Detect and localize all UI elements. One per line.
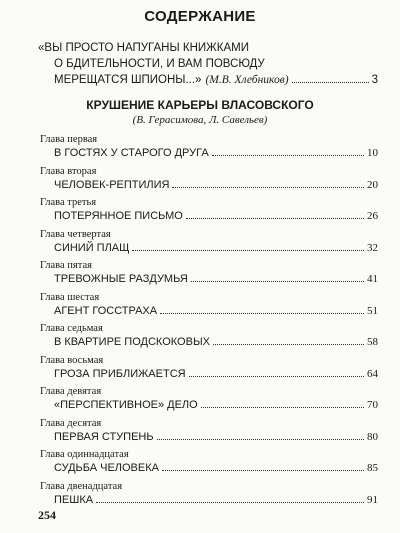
- dot-leader: [292, 82, 369, 83]
- chapter-row: [40, 493, 378, 508]
- chapter-title: ЧЕЛОВЕК-РЕПТИЛИЯ: [54, 178, 170, 191]
- intro-line-3: [38, 72, 378, 88]
- toc-entry: [40, 165, 378, 197]
- chapter-page-number: 58: [367, 336, 378, 348]
- intro-line-2: О БДИТЕЛЬНОСТИ, И ВАМ ПОВСЮДУ: [54, 58, 265, 70]
- chapter-label: Глава первая: [40, 134, 98, 145]
- chapter-row: [40, 209, 378, 224]
- chapter-label: Глава третья: [40, 197, 97, 208]
- chapter-row: [40, 272, 378, 287]
- intro-page-number: 3: [371, 74, 378, 86]
- dot-leader: [160, 313, 364, 314]
- chapter-page-number: 10: [367, 147, 378, 159]
- chapter-title: АГЕНТ ГОССТРАХА: [54, 304, 158, 317]
- intro-author: (М.В. Хлебников): [205, 74, 289, 86]
- chapter-title: ПОТЕРЯННОЕ ПИСЬМО: [54, 210, 183, 222]
- chapter-label: Глава шестая: [40, 291, 100, 303]
- dot-leader: [132, 250, 364, 251]
- intro-line-3-text: МЕРЕЩАТСЯ ШПИОНЫ...»: [54, 74, 202, 86]
- dot-leader: [162, 470, 364, 471]
- chapter-label: Глава десятая: [40, 417, 102, 429]
- chapter-title: В КВАРТИРЕ ПОДСКОКОВЫХ: [54, 336, 211, 348]
- toc-entry: [40, 133, 378, 165]
- toc-entry: [40, 196, 378, 228]
- dot-leader: [212, 155, 364, 156]
- chapter-title: ТРЕВОЖНЫЕ РАЗДУМЬЯ: [54, 273, 188, 285]
- chapter-row: [40, 178, 378, 193]
- chapter-row: [40, 367, 378, 382]
- chapter-label: Глава пятая: [40, 260, 92, 271]
- dot-leader: [213, 344, 364, 345]
- chapter-label: Глава одиннадцатая: [40, 449, 129, 460]
- intro-line-1: «ВЫ ПРОСТО НАПУГАНЫ КНИЖКАМИ: [38, 42, 249, 54]
- dot-leader: [191, 281, 364, 282]
- chapter-title: ПЕРВАЯ СТУПЕНЬ: [54, 430, 154, 443]
- chapter-label: Глава вторая: [40, 165, 97, 177]
- chapter-label: Глава четвертая: [40, 228, 111, 240]
- dot-leader: [96, 502, 364, 503]
- chapter-page-number: 91: [367, 493, 378, 506]
- toc-entry: [40, 417, 378, 449]
- toc-entry: [40, 385, 378, 417]
- chapter-title: «ПЕРСПЕКТИВНОЕ» ДЕЛО: [54, 399, 198, 411]
- chapter-title: ПЕШКА: [54, 493, 94, 506]
- chapter-page-number: 85: [367, 462, 378, 474]
- chapter-label: Глава седьмая: [40, 323, 103, 334]
- chapter-row: [40, 461, 378, 476]
- toc-entry: [40, 448, 378, 480]
- chapter-title: СИНИЙ ПЛАЩ: [54, 241, 130, 254]
- part-authors: (В. Герасимова, Л. Савельев): [132, 114, 268, 126]
- chapter-title: СУДЬБА ЧЕЛОВЕКА: [54, 462, 159, 474]
- chapter-row: [40, 146, 378, 161]
- toc-entry: [40, 354, 378, 386]
- toc-entry: [40, 480, 378, 512]
- chapter-label: Глава двенадцатая: [40, 480, 123, 492]
- chapter-row: [40, 430, 378, 445]
- chapter-title: В ГОСТЯХ У СТАРОГО ДРУГА: [54, 147, 209, 159]
- dot-leader: [157, 439, 364, 440]
- chapter-title: ГРОЗА ПРИБЛИЖАЕТСЯ: [54, 367, 186, 380]
- toc-entry: [40, 291, 378, 323]
- toc-entry: [40, 228, 378, 260]
- chapter-label: Глава девятая: [40, 386, 102, 397]
- page-title: СОДЕРЖАНИЕ: [144, 8, 256, 25]
- chapter-page-number: 64: [367, 367, 378, 380]
- chapter-list: [40, 133, 378, 511]
- chapter-page-number: 41: [367, 273, 378, 285]
- chapter-page-number: 70: [367, 399, 378, 411]
- chapter-label: Глава восьмая: [40, 354, 104, 366]
- chapter-page-number: 80: [367, 430, 378, 443]
- chapter-row: [40, 398, 378, 413]
- chapter-page-number: 51: [367, 304, 378, 317]
- chapter-page-number: 26: [367, 210, 378, 222]
- intro-entry: [38, 40, 378, 88]
- dot-leader: [172, 187, 364, 188]
- part-title: КРУШЕНИЕ КАРЬЕРЫ ВЛАСОВСКОГО: [86, 98, 314, 112]
- page-folio: 254: [38, 508, 56, 522]
- dot-leader: [201, 407, 364, 408]
- chapter-page-number: 20: [367, 178, 378, 191]
- chapter-row: [40, 304, 378, 319]
- dot-leader: [189, 376, 364, 377]
- toc-entry: [40, 322, 378, 354]
- dot-leader: [186, 218, 364, 219]
- toc-entry: [40, 259, 378, 291]
- chapter-row: [40, 241, 378, 256]
- chapter-page-number: 32: [367, 241, 378, 254]
- chapter-row: [40, 335, 378, 350]
